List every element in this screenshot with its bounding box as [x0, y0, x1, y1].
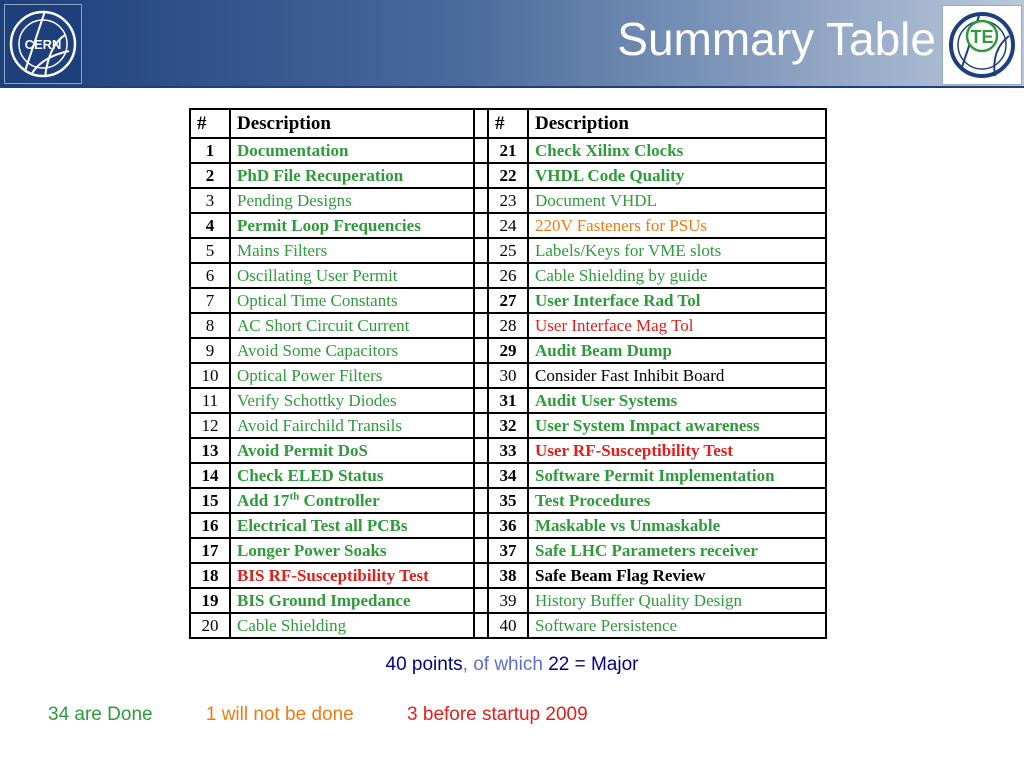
- table-header-row: [190, 109, 826, 138]
- item-number: 27: [488, 288, 528, 313]
- column-separator: [474, 109, 488, 138]
- item-number: 8: [190, 313, 230, 338]
- item-number: 12: [190, 413, 230, 438]
- item-number: 3: [190, 188, 230, 213]
- header-description-right: Description: [528, 109, 826, 138]
- item-number: 34: [488, 463, 528, 488]
- item-description: Test Procedures: [528, 488, 826, 513]
- item-description: BIS Ground Impedance: [230, 588, 474, 613]
- item-number: 16: [190, 513, 230, 538]
- item-description: User RF-Susceptibility Test: [528, 438, 826, 463]
- item-number: 32: [488, 413, 528, 438]
- item-description: Check Xilinx Clocks: [528, 138, 826, 163]
- header-num-right: #: [488, 109, 528, 138]
- stat-before-startup: 3 before startup 2009: [407, 704, 588, 725]
- item-number: 14: [190, 463, 230, 488]
- header-divider: [0, 86, 1024, 88]
- item-description-superscript: th: [289, 489, 300, 502]
- item-description: Avoid Some Capacitors: [230, 338, 474, 363]
- item-description: Audit User Systems: [528, 388, 826, 413]
- column-separator: [474, 263, 488, 288]
- table-row: [190, 338, 826, 363]
- item-description: Audit Beam Dump: [528, 338, 826, 363]
- item-description: User Interface Rad Tol: [528, 288, 826, 313]
- item-description: Documentation: [230, 138, 474, 163]
- column-separator: [474, 613, 488, 638]
- table-row: [190, 163, 826, 188]
- header-num-left: #: [190, 109, 230, 138]
- item-description: Check ELED Status: [230, 463, 474, 488]
- column-separator: [474, 313, 488, 338]
- item-description: Labels/Keys for VME slots: [528, 238, 826, 263]
- column-separator: [474, 563, 488, 588]
- te-logo-text: TE: [970, 27, 994, 47]
- table-row: [190, 413, 826, 438]
- points-of-which: , of which: [462, 654, 549, 675]
- table-body: [190, 138, 826, 638]
- table-row: [190, 313, 826, 338]
- column-separator: [474, 588, 488, 613]
- column-separator: [474, 538, 488, 563]
- table-row: [190, 438, 826, 463]
- slide-title: Summary Table: [617, 13, 936, 65]
- item-number: 20: [190, 613, 230, 638]
- item-description: BIS RF-Susceptibility Test: [230, 563, 474, 588]
- item-description: VHDL Code Quality: [528, 163, 826, 188]
- item-number: 39: [488, 588, 528, 613]
- item-description: Pending Designs: [230, 188, 474, 213]
- item-number: 31: [488, 388, 528, 413]
- status-stats: [48, 704, 1024, 726]
- item-number: 33: [488, 438, 528, 463]
- item-description: Permit Loop Frequencies: [230, 213, 474, 238]
- points-summary: [0, 654, 1024, 676]
- item-description: Software Permit Implementation: [528, 463, 826, 488]
- column-separator: [474, 163, 488, 188]
- item-description-text: Add 17: [237, 490, 290, 510]
- table-row: [190, 488, 826, 513]
- table-row: [190, 238, 826, 263]
- summary-table: [189, 108, 827, 639]
- item-number: 24: [488, 213, 528, 238]
- item-number: 38: [488, 563, 528, 588]
- cern-logo: [4, 4, 82, 84]
- item-number: 25: [488, 238, 528, 263]
- item-description: [230, 488, 474, 513]
- item-description: Safe Beam Flag Review: [528, 563, 826, 588]
- item-description: History Buffer Quality Design: [528, 588, 826, 613]
- item-description: Avoid Permit DoS: [230, 438, 474, 463]
- table-row: [190, 463, 826, 488]
- item-number: 13: [190, 438, 230, 463]
- item-description-suffix: Controller: [299, 490, 380, 510]
- item-description: AC Short Circuit Current: [230, 313, 474, 338]
- stat-done: 34 are Done: [48, 704, 153, 725]
- item-number: 7: [190, 288, 230, 313]
- table-row: [190, 563, 826, 588]
- item-number: 11: [190, 388, 230, 413]
- column-separator: [474, 438, 488, 463]
- te-logo: [942, 5, 1022, 85]
- column-separator: [474, 488, 488, 513]
- item-description: Oscillating User Permit: [230, 263, 474, 288]
- item-number: 18: [190, 563, 230, 588]
- item-description: Cable Shielding by guide: [528, 263, 826, 288]
- item-description: Software Persistence: [528, 613, 826, 638]
- item-number: 10: [190, 363, 230, 388]
- item-description: Document VHDL: [528, 188, 826, 213]
- item-description: Optical Power Filters: [230, 363, 474, 388]
- column-separator: [474, 338, 488, 363]
- column-separator: [474, 363, 488, 388]
- item-description: Verify Schottky Diodes: [230, 388, 474, 413]
- item-number: 23: [488, 188, 528, 213]
- points-major: 22 = Major: [548, 654, 639, 675]
- cern-logo-text: CERN: [24, 37, 62, 52]
- column-separator: [474, 188, 488, 213]
- item-number: 29: [488, 338, 528, 363]
- item-number: 35: [488, 488, 528, 513]
- table-row: [190, 588, 826, 613]
- item-number: 9: [190, 338, 230, 363]
- column-separator: [474, 413, 488, 438]
- item-description: Safe LHC Parameters receiver: [528, 538, 826, 563]
- table-row: [190, 263, 826, 288]
- item-number: 30: [488, 363, 528, 388]
- item-number: 17: [190, 538, 230, 563]
- item-description: Consider Fast Inhibit Board: [528, 363, 826, 388]
- column-separator: [474, 388, 488, 413]
- header-description-left: Description: [230, 109, 474, 138]
- table-row: [190, 513, 826, 538]
- column-separator: [474, 213, 488, 238]
- item-description: Optical Time Constants: [230, 288, 474, 313]
- table-row: [190, 188, 826, 213]
- item-number: 21: [488, 138, 528, 163]
- column-separator: [474, 288, 488, 313]
- stat-not-done: 1 will not be done: [205, 704, 354, 725]
- item-description: Cable Shielding: [230, 613, 474, 638]
- item-description: User System Impact awareness: [528, 413, 826, 438]
- item-number: 2: [190, 163, 230, 188]
- table-row: [190, 288, 826, 313]
- item-number: 40: [488, 613, 528, 638]
- table-row: [190, 213, 826, 238]
- item-number: 15: [190, 488, 230, 513]
- item-description: PhD File Recuperation: [230, 163, 474, 188]
- item-number: 26: [488, 263, 528, 288]
- item-number: 36: [488, 513, 528, 538]
- table-row: [190, 363, 826, 388]
- column-separator: [474, 513, 488, 538]
- table-row: [190, 613, 826, 638]
- item-description: Mains Filters: [230, 238, 474, 263]
- table-row: [190, 388, 826, 413]
- column-separator: [474, 463, 488, 488]
- column-separator: [474, 138, 488, 163]
- item-number: 22: [488, 163, 528, 188]
- item-number: 1: [190, 138, 230, 163]
- table-row: [190, 538, 826, 563]
- item-description: Avoid Fairchild Transils: [230, 413, 474, 438]
- item-number: 28: [488, 313, 528, 338]
- points-total: 40 points: [385, 654, 463, 675]
- item-description: Maskable vs Unmaskable: [528, 513, 826, 538]
- column-separator: [474, 238, 488, 263]
- item-description: Electrical Test all PCBs: [230, 513, 474, 538]
- table-row: [190, 138, 826, 163]
- item-number: 6: [190, 263, 230, 288]
- item-number: 19: [190, 588, 230, 613]
- item-number: 4: [190, 213, 230, 238]
- item-number: 37: [488, 538, 528, 563]
- item-description: User Interface Mag Tol: [528, 313, 826, 338]
- item-number: 5: [190, 238, 230, 263]
- item-description: Longer Power Soaks: [230, 538, 474, 563]
- item-description: 220V Fasteners for PSUs: [528, 213, 826, 238]
